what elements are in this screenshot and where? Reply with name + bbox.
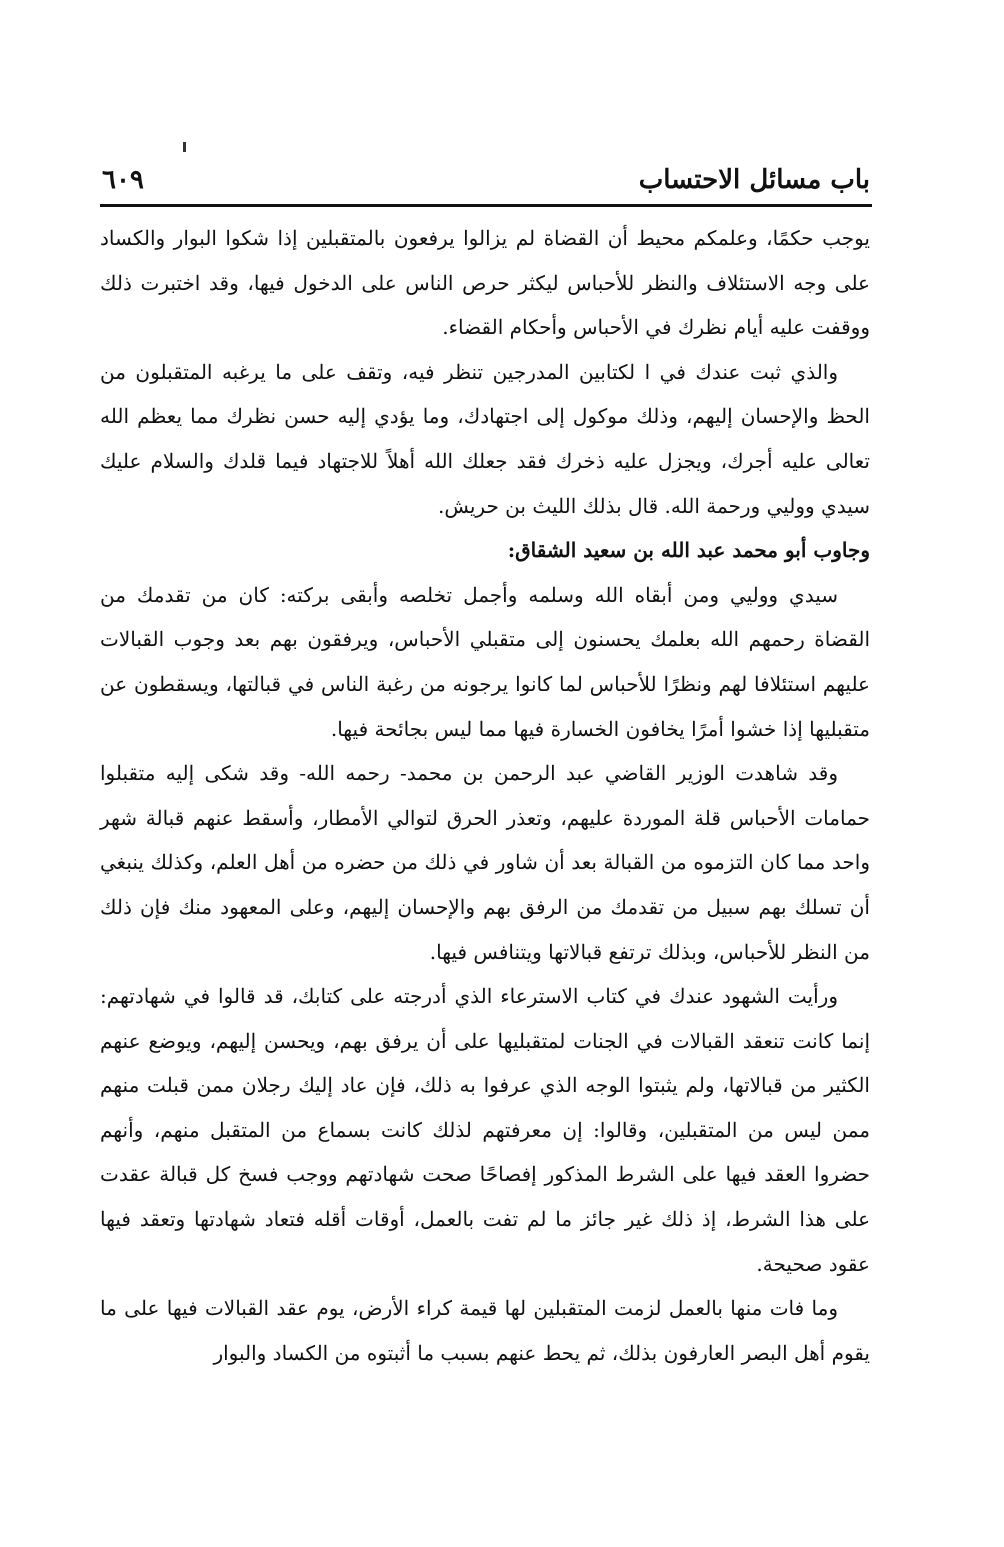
page-header xyxy=(100,160,870,200)
section-heading: وجاوب أبو محمد عبد الله بن سعيد الشقاق: xyxy=(507,538,870,563)
chapter-title: باب مسائل الاحتساب xyxy=(638,165,870,195)
page-number: ٦٠٩ xyxy=(102,165,144,195)
paragraph: يوجب حكمًا، وعلمكم محيط أن القضاة لم يزالوا يرفعون بالمتقبلين إذا شكوا البوار والكساد على وجه الاستئلاف والنظر للأحباس ليكثر حرص الناس على الدخول فيها، وقد اختبرت ذلك ووقفت عليه أيام نظرك في الأحباس وأحكام القضاء. xyxy=(100,226,870,340)
paragraph: سيدي ووليي ومن أبقاه الله وسلمه وأجمل تخلصه وأبقى بركته: كان من تقدمك من القضاة رحمهم الله بعلمك يحسنون إلى متقبلي الأحباس، ويرفقون بهم بعد وجوب القبالات عليهم استئلافا لهم ونظرًا للأحباس لما كانوا يرجونه من رغبة الناس في قبالتها، ويسقطون عن متقبليها إذا خشوا أمرًا يخافون الخسارة فيها مما ليس بجائحة فيها. xyxy=(100,582,870,741)
paragraph: ورأيت الشهود عندك في كتاب الاسترعاء الذي أدرجته على كتابك، قد قالوا في شهادتهم: إنما كانت تنعقد القبالات في الجنات لمتقبليها على أن يرفق بهم، ويحسن إليهم، ويوضع عنهم الكثير من قبالاتها، ولم يثبتوا الوجه الذي عرفوا به ذلك، فإن عاد إليك رجلان ممن قبلت منهم ممن ليس من المتقبلين، وقالوا: إن معرفتهم لذلك كانت بسماع من المتقبل منهم، وأنهم حضروا العقد فيها على الشرط المذكور إفصاحًا صحت شهادتهم ووجب فسخ كل قبالة عقدت على هذا الشرط، إذ ذلك غير جائز ما لم تفت بالعمل، أوقات أقله فتعاد شهادتها وتعقد فيها عقود صحيحة. xyxy=(100,984,870,1276)
paragraph: وما فات منها بالعمل لزمت المتقبلين لها قيمة كراء الأرض، يوم عقد القبالات فيها على ما يقوم أهل البصر العارفون بذلك، ثم يحط عنهم بسبب ما أثبتوه من الكساد والبوار xyxy=(100,1296,870,1365)
paragraph: وقد شاهدت الوزير القاضي عبد الرحمن بن محمد- رحمه الله- وقد شكى إليه متقبلوا حمامات الأحباس قلة الموردة عليهم، وتعذر الحرق لتوالي الأمطار، وأسقط عنهم قبالة شهر واحد مما كان التزموه من القبالة بعد أن شاور في ذلك من حضره من أهل العلم، وكذلك ينبغي أن تسلك بهم سبيل من تقدمك من الرفق بهم والإحسان إليهم، وعلى المعهود منك فإن ذلك من النظر للأحباس، وبذلك ترتفع قبالاتها ويتنافس فيها. xyxy=(100,761,870,964)
ink-mark xyxy=(183,142,186,152)
paragraph: والذي ثبت عندك في ا لكتابين المدرجين تنظر فيه، وتقف على ما يرغبه المتقبلون من الحظ والإحسان إليهم، وذلك موكول إلى اجتهادك، وما يؤدي إليه حسن نظرك مما يعظم الله تعالى عليه أجرك، ويجزل عليه ذخرك فقد جعلك الله أهلاً للاجتهاد فيما قلدك والسلام عليك سيدي ووليي ورحمة الله. قال بذلك الليث بن حريش. xyxy=(100,359,870,518)
body-text xyxy=(100,216,870,1375)
header-rule xyxy=(100,204,872,207)
